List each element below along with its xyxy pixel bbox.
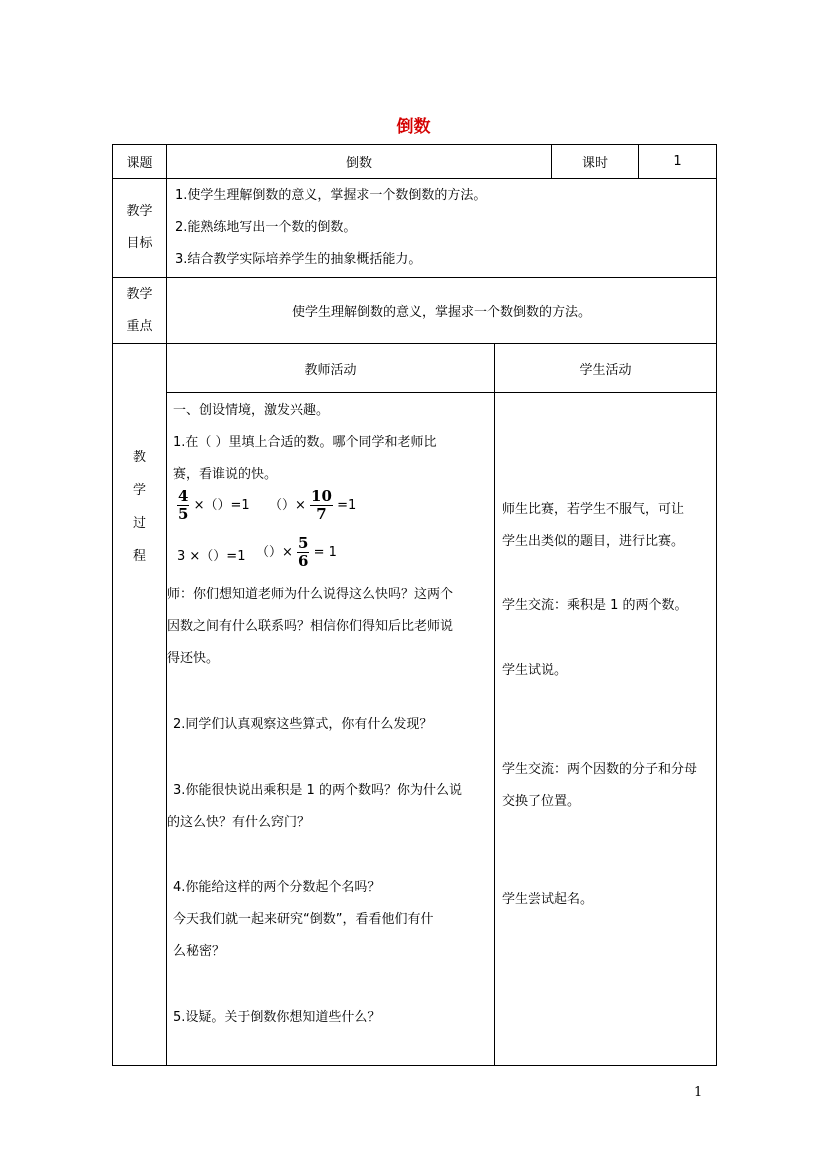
question-4-line-1: 4.你能给这样的两个分数起个名吗？ [173,880,381,895]
student-line: 学生尝试起名。 [502,892,594,907]
question-2: 2.同学们认真观察这些算式，你有什么发现？ [173,717,433,732]
teacher-talk-line-3: 得还快。 [167,651,220,666]
intro-line: 一、创设情境，激发兴趣。 [173,403,330,418]
teacher-talk-line-2: 因数之间有什么联系吗？相信你们得知后比老师说 [167,619,454,634]
process-header-row [113,344,717,393]
hours-label: 课时 [552,145,639,179]
goals-row [113,179,717,278]
goal-item: 1.使学生理解倒数的意义，掌握求一个数倒数的方法。 [175,188,487,203]
question-3-line-2: 的这么快？有什么窍门？ [167,815,311,830]
key-points-text: 使学生理解倒数的意义，掌握求一个数倒数的方法。 [167,278,717,344]
goals-content [167,179,717,278]
fraction-10-7: $\frac{10}{7}$ [311,487,332,523]
student-line: 学生试说。 [502,663,568,678]
lesson-row [113,145,717,179]
goals-label: 教学 目标 [113,179,167,278]
equation-4: （）× $\frac{5}{6}$ = 1 [256,534,337,570]
equation-3: 3 ×（）=1 [177,549,246,564]
student-line: 师生比赛，若学生不服气，可让 [502,502,685,517]
question-4-line-2: 今天我们就一起来研究“倒数”，看看他们有什 [173,912,434,927]
question-4-line-3: 么秘密？ [173,944,226,959]
student-line: 交换了位置。 [502,794,581,809]
fraction-5-6: $\frac{5}{6}$ [298,534,309,570]
process-label: 教 学 过 程 [113,344,167,1066]
key-points-row [113,278,717,344]
question-1-line-1: 1.在（ ）里填上合适的数。哪个同学和老师比 [173,435,437,450]
student-activity-cell [495,393,717,1066]
question-5: 5.设疑。关于倒数你想知道些什么？ [173,1010,381,1025]
process-content-row [113,393,717,1066]
teacher-talk-line-1: 师：你们想知道老师为什么说得这么快吗？这两个 [167,587,454,602]
student-line: 学生出类似的题目，进行比赛。 [502,534,685,549]
lesson-label: 课题 [113,145,167,179]
teacher-activity-header: 教师活动 [167,344,495,393]
lesson-value: 倒数 [167,145,552,179]
goal-item: 3.结合教学实际培养学生的抽象概括能力。 [175,252,422,267]
question-1-line-2: 赛，看谁说的快。 [173,467,278,482]
goal-item: 2.能熟练地写出一个数的倒数。 [175,220,357,235]
question-3-line-1: 3.你能很快说出乘积是 1 的两个数吗？你为什么说 [173,783,462,798]
student-activity-header: 学生活动 [495,344,717,393]
teacher-activity-cell [167,393,495,1066]
equation-2: （）× $\frac{10}{7}$ =1 [269,487,357,523]
fraction-4-5: $\frac{4}{5}$ [178,487,189,523]
student-line: 学生交流：乘积是 1 的两个数。 [502,598,688,613]
hours-value: 1 [639,145,717,179]
student-line: 学生交流：两个因数的分子和分母 [502,762,698,777]
key-points-label: 教学 重点 [113,278,167,344]
lesson-plan-table [112,144,717,1066]
document-title: 倒数 [396,117,431,137]
equation-1: $\frac{4}{5}$ ×（）=1 [178,487,250,523]
page-number: 1 [694,1085,703,1100]
